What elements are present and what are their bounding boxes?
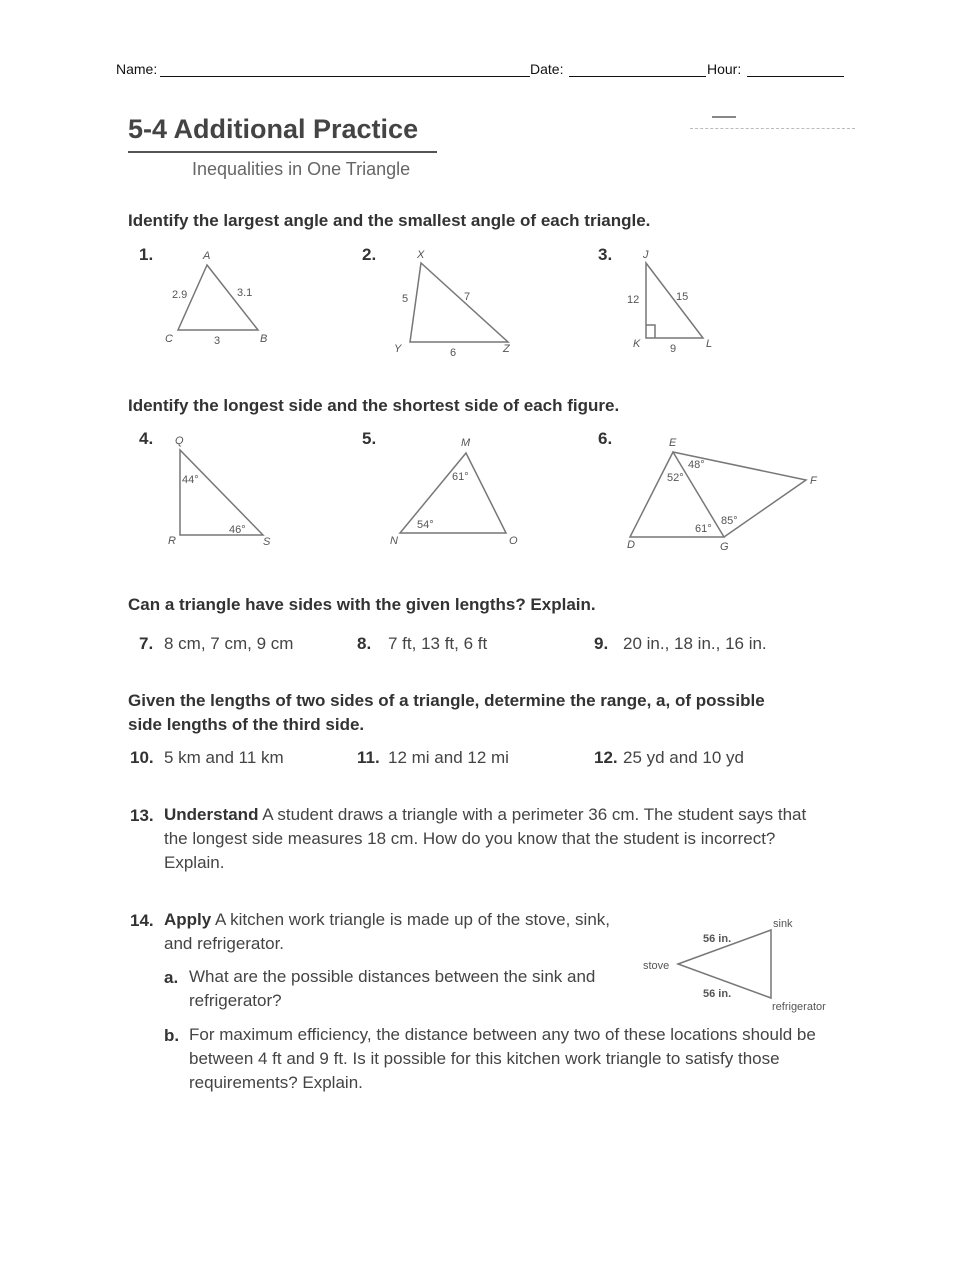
problem-2-number: 2. [362, 245, 377, 264]
vertex-m: M [461, 437, 471, 449]
problem-12-text: 25 yd and 10 yd [623, 748, 744, 767]
vertex-g: G [720, 541, 729, 553]
angle-e-48: 48° [688, 459, 705, 471]
page-title: 5-4 Additional Practice [128, 114, 419, 144]
side-yz: 6 [450, 347, 457, 359]
problem-11-number: 11. [357, 748, 380, 767]
problem-14-lead: Apply [164, 910, 212, 929]
right-angle-mark [646, 325, 655, 338]
problem-14-text: A kitchen work triangle is made up of the stove, sink, and refrigerator. [164, 910, 611, 953]
side-jl: 15 [676, 291, 689, 303]
angle-g-61: 61° [695, 523, 712, 535]
vertex-c: C [165, 333, 173, 345]
side-xy: 5 [402, 293, 409, 305]
problem-3-number: 3. [598, 245, 613, 264]
problem-7-text: 8 cm, 7 cm, 9 cm [164, 634, 294, 653]
problem-1-number: 1. [139, 245, 154, 264]
side-cb: 3 [214, 335, 221, 347]
problem-14b-label: b. [164, 1026, 180, 1045]
vertex-f: F [810, 475, 817, 487]
section-range-line1: Given the lengths of two sides of a triangle, determine the range, a, of possible [128, 691, 765, 710]
vertex-y: Y [394, 343, 402, 355]
side-ab: 3.1 [237, 287, 253, 299]
problem-14a-label: a. [164, 968, 179, 987]
section-angles: Identify the largest angle and the smallest angle of each triangle. [128, 211, 651, 230]
date-label: Date: [530, 61, 564, 77]
problem-10-number: 10. [130, 748, 154, 767]
problem-14a-text: What are the possible distances between the sink and refrigerator? [189, 967, 596, 1010]
vertex-r: R [168, 535, 176, 547]
side-ac: 2.9 [172, 289, 188, 301]
angle-e-52: 52° [667, 472, 684, 484]
angle-n: 54° [417, 519, 434, 531]
problem-13 [164, 803, 824, 875]
angle-s: 46° [229, 524, 246, 536]
vertex-a: A [203, 250, 211, 262]
side-xz: 7 [464, 291, 471, 303]
vertex-n: N [390, 535, 398, 547]
problem-8-number: 8. [357, 634, 372, 653]
section-can-triangle: Can a triangle have sides with the given lengths? Explain. [128, 595, 596, 614]
problem-9-text: 20 in., 18 in., 16 in. [623, 634, 767, 653]
vertex-z: Z [503, 343, 510, 355]
vertex-q: Q [175, 435, 184, 447]
label-sink: sink [773, 918, 793, 930]
side-jk: 12 [627, 294, 640, 306]
problem-13-text: A student draws a triangle with a perimeter 36 cm. The student says that the longest side measures 18 cm. How do you know that the student is incorrect? Explain. [164, 805, 807, 872]
vertex-d: D [627, 539, 635, 551]
vertex-s: S [263, 536, 271, 548]
vertex-j: J [643, 249, 649, 261]
triangle-qrs [180, 450, 263, 535]
triangle-mno [400, 453, 506, 533]
problem-4-number: 4. [139, 429, 154, 448]
hour-label: Hour: [707, 61, 742, 77]
label-side-refrigerator: 56 in. [703, 988, 732, 1000]
name-label: Name: [116, 61, 158, 77]
label-side-sink: 56 in. [703, 933, 732, 945]
vertex-e: E [669, 437, 677, 449]
section-range-line2: side lengths of the third side. [128, 715, 365, 734]
problem-9-number: 9. [594, 634, 609, 653]
page-subtitle: Inequalities in One Triangle [192, 159, 411, 179]
problem-12-number: 12. [594, 748, 618, 767]
angle-m: 61° [452, 471, 469, 483]
angle-g-85: 85° [721, 515, 738, 527]
problem-11-text: 12 mi and 12 mi [388, 748, 509, 767]
problem-13-lead: Understand [164, 805, 259, 824]
problem-5-number: 5. [362, 429, 377, 448]
vertex-b: B [260, 333, 268, 345]
vertex-l: L [706, 338, 713, 350]
label-stove: stove [643, 960, 670, 972]
vertex-o: O [509, 535, 518, 547]
triangle-xyz [410, 263, 508, 342]
problem-8-text: 7 ft, 13 ft, 6 ft [388, 634, 488, 653]
vertex-k: K [633, 338, 641, 350]
vertex-x: X [417, 249, 425, 261]
problem-6-number: 6. [598, 429, 613, 448]
problem-14b-text: For maximum efficiency, the distance between any two of these locations should be between 4 ft and 9 ft. Is it possible for this kitchen work triangle to satisfy those requirements? Explain. [189, 1025, 816, 1092]
problem-10-text: 5 km and 11 km [164, 748, 284, 767]
problem-14 [164, 908, 614, 956]
problem-14-number: 14. [130, 911, 154, 930]
problem-7-number: 7. [139, 634, 154, 653]
angle-q: 44° [182, 474, 199, 486]
problem-13-number: 13. [130, 806, 154, 825]
side-kl: 9 [670, 343, 677, 355]
section-sides: Identify the longest side and the shortest side of each figure. [128, 396, 620, 415]
label-refrigerator: refrigerator [772, 1001, 826, 1013]
